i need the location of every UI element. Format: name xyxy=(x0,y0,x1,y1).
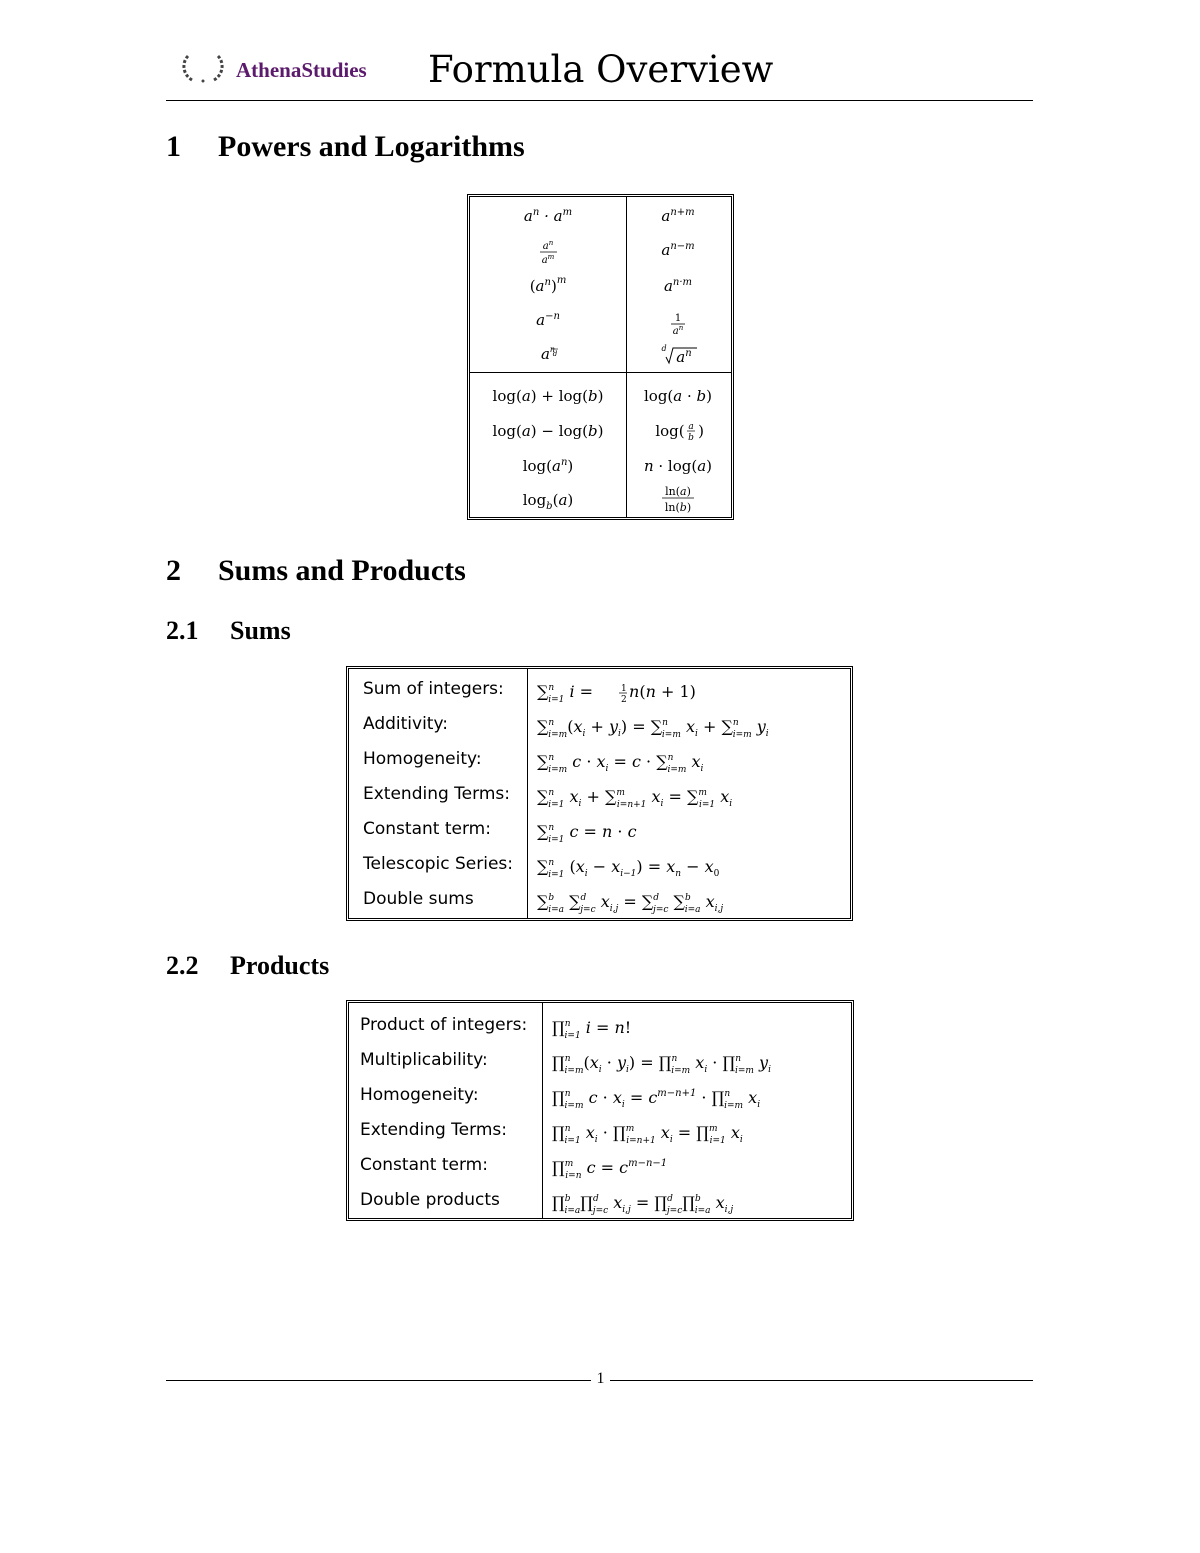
svg-text:d: d xyxy=(661,344,667,353)
sums-label: Homogeneity: xyxy=(363,749,482,769)
products-table xyxy=(346,1000,854,1221)
products-label: Homogeneity: xyxy=(360,1085,479,1105)
svg-text:∑ni=1 i =: ∑$^n$ i=1 i = xyxy=(537,682,594,705)
svg-text:log(a · b): log(a · b) xyxy=(643,387,713,405)
products-label: Extending Terms: xyxy=(360,1120,507,1140)
svg-text:∑ni=1 c = n · c: ∑$^n$ i=1 c = n · c xyxy=(537,822,637,845)
svg-text:an: $a^n$ xyxy=(676,348,692,366)
page-header xyxy=(166,48,1033,101)
sums-label: Sum of integers: xyxy=(363,679,504,699)
svg-text:n(n + 1): n(n + 1) xyxy=(629,682,696,701)
section-heading-1: 1 Powers and Logarithms xyxy=(166,130,525,163)
svg-text:an−m: $a^{n-m}$ xyxy=(661,241,695,259)
svg-text:1: 1 xyxy=(674,313,682,324)
svg-text:am: $a^m$ xyxy=(541,253,555,266)
svg-text:∏bi=a∏dj=c xi,j = ∏dj=c∏bi=a x: ∏$^b$ i=a∏$^d$ j=c $x_{i,j}$ = ∏$^d$ j=c∏$^b$ i=a $x_{i,j}$ xyxy=(552,1193,734,1216)
powers-log-table xyxy=(467,194,734,520)
svg-text:∏ni=1 i = n!: ∏$^n$ i=1 i = n! xyxy=(552,1018,632,1041)
svg-text:a−n: $a^{-n}$ xyxy=(536,311,560,329)
sums-label: Constant term: xyxy=(363,819,491,839)
svg-text:b: b xyxy=(688,433,694,443)
svg-text:an: $a^n$ xyxy=(540,345,556,363)
sums-table xyxy=(346,666,853,921)
svg-text:an: $a^n$ xyxy=(542,239,554,252)
svg-text:ln(a): ln(a) xyxy=(665,485,691,498)
svg-text:∏ni=1 xi · ∏mi=n+1 xi = ∏mi=1: ∏$^n$ i=1 $x_i$ · ∏$^m$ i=n+1 $x_i$ = ∏$^m$ i=1 $x_i$ xyxy=(552,1123,743,1146)
section-heading-2: 2 Sums and Products xyxy=(166,554,466,587)
sums-label: Telescopic Series: xyxy=(363,854,514,874)
svg-text:logb(a): $\log_b(a)$ xyxy=(522,491,574,512)
svg-text:∑ni=m c · xi = c · ∑ni=m xi: ∑$^n$ i=m $c \cdot x_i = c \cdot \sum^n$ i=m $x_i$ xyxy=(537,752,704,775)
svg-text:2: 2 xyxy=(621,695,627,705)
svg-text:): ) xyxy=(698,422,704,440)
svg-text:an·m: $a^{n\cdot m}$ xyxy=(663,277,693,295)
svg-text:an: $a^n$ xyxy=(672,324,684,337)
svg-text:∏mi=n c = cm−n−1: ∏$^m$ i=n $c = c^{m-n-1}$ xyxy=(552,1158,668,1181)
sums-label: Additivity: xyxy=(363,714,449,734)
svg-text:∑bi=a ∑dj=c xi,j = ∑dj=c ∑bi=a: ∑$^b$ i=a ∑$^d$ j=c $x_{i,j} = \sum^d$ j=c ∑$^b$ i=a $x_{i,j}$ xyxy=(537,892,724,915)
footer-rule-left xyxy=(166,1380,591,1381)
page-number: 1 xyxy=(596,1370,605,1387)
page-title: Formula Overview xyxy=(428,48,774,91)
svg-text:d: d xyxy=(552,350,558,358)
svg-text:ln(b): ln(b) xyxy=(664,501,692,514)
svg-text:a: a xyxy=(688,422,694,432)
svg-text:∑ni=1 xi + ∑mi=n+1 xi = ∑mi=1: ∑$^n$ i=1 $x_i + \sum^m$ i=n+1 $x_i = \sum^m$ i=1 $x_i$ xyxy=(537,787,733,810)
svg-text:log(a) + log(b): log(a) + log(b) xyxy=(492,387,604,405)
svg-text:(an)m: $(a^n)^m$ xyxy=(529,275,567,295)
sums-formulas xyxy=(537,669,849,918)
laurel-logo-icon xyxy=(180,52,226,86)
subsection-heading-2-1: 2.1 Sums xyxy=(166,616,291,645)
svg-text:1: 1 xyxy=(621,684,627,694)
svg-text:∏ni=m(xi · yi) = ∏ni=m xi · ∏n: ∏$^n$ $i=m(x_i \cdot y_i)$ = ∏$^n$ i=m $x_i$ · ∏$^n$ i=m $y_i$ xyxy=(552,1053,771,1076)
svg-text:an+m: $a^{n+m}$ xyxy=(661,207,695,225)
brand-name: AthenaStudies xyxy=(236,58,367,82)
svg-text:log(a) − log(b): log(a) − log(b) xyxy=(492,422,604,440)
products-label: Constant term: xyxy=(360,1155,488,1175)
products-label: Multiplicability: xyxy=(360,1050,488,1070)
sums-label: Double sums xyxy=(363,889,474,909)
svg-text:n · log(a): n · log(a) xyxy=(643,457,713,475)
svg-text:log(: log( xyxy=(655,422,685,440)
sums-label: Extending Terms: xyxy=(363,784,510,804)
svg-text:an · am: $a^n \cdot a^m$ xyxy=(523,207,573,225)
products-label: Product of integers: xyxy=(360,1015,528,1035)
column-divider xyxy=(542,1003,543,1218)
svg-text:∑ni=1 (xi − xi−1) = xn − x0: ∑$^n$ i=1 $(x_i - x_{i-1}) = x_n - x_0$ xyxy=(537,857,720,880)
svg-text:∏ni=m c · xi = cm−n+1 · ∏ni=m: ∏$^n$ i=m $c \cdot x_i = c^{m-n+1}$ · ∏$^n$ i=m $x_i$ xyxy=(552,1088,761,1111)
subsection-heading-2-2: 2.2 Products xyxy=(166,951,330,980)
products-formulas xyxy=(552,1003,850,1218)
powers-log-formulas xyxy=(470,197,731,517)
column-divider xyxy=(527,669,528,918)
footer-rule-right xyxy=(610,1380,1033,1381)
products-label: Double products xyxy=(360,1190,500,1210)
svg-text:log(an): $\log(a^n)$ xyxy=(522,457,574,475)
svg-text:∑ni=m(xi + yi) = ∑ni=m xi + ∑n: ∑$^n$ $i=m(x_i + y_i) = \sum^n$ i=m $x_i + \sum^n$ i=m $y_i$ xyxy=(537,717,769,740)
